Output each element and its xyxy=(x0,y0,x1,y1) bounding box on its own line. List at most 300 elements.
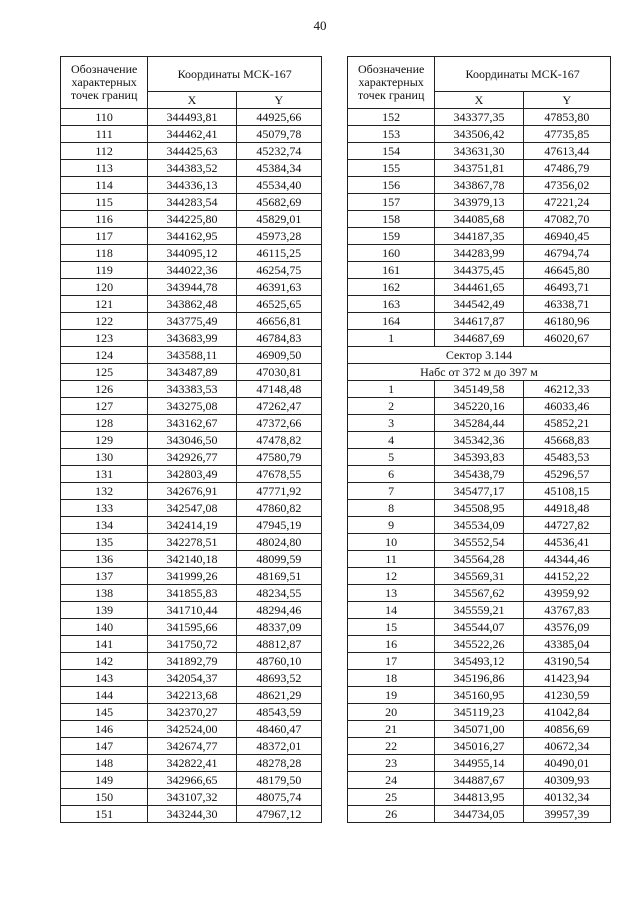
table-row xyxy=(61,330,322,347)
table-row xyxy=(348,568,611,585)
table-row xyxy=(348,619,611,636)
point-number: 112 xyxy=(61,143,148,160)
x-value: 345160,95 xyxy=(435,687,523,704)
y-value: 47372,66 xyxy=(236,415,321,432)
table-row xyxy=(348,551,611,568)
point-number: 1 xyxy=(348,330,435,347)
y-value: 41042,84 xyxy=(523,704,610,721)
point-number: 134 xyxy=(61,517,148,534)
y-value: 47678,55 xyxy=(236,466,321,483)
x-value: 341855,83 xyxy=(148,585,236,602)
table-row xyxy=(348,636,611,653)
x-value: 342524,00 xyxy=(148,721,236,738)
table-row xyxy=(61,653,322,670)
x-value: 344383,52 xyxy=(148,160,236,177)
x-value: 343944,78 xyxy=(148,279,236,296)
y-value: 48179,50 xyxy=(236,772,321,789)
y-value: 43576,09 xyxy=(523,619,610,636)
point-number: 160 xyxy=(348,245,435,262)
y-value: 48075,74 xyxy=(236,789,321,806)
point-number: 20 xyxy=(348,704,435,721)
x-value: 342803,49 xyxy=(148,466,236,483)
x-value: 344336,13 xyxy=(148,177,236,194)
y-value: 48234,55 xyxy=(236,585,321,602)
point-number: 145 xyxy=(61,704,148,721)
y-value: 46525,65 xyxy=(236,296,321,313)
point-number: 26 xyxy=(348,806,435,823)
point-number: 23 xyxy=(348,755,435,772)
point-number: 12 xyxy=(348,568,435,585)
x-value: 343487,89 xyxy=(148,364,236,381)
y-value: 45384,34 xyxy=(236,160,321,177)
x-value: 341595,66 xyxy=(148,619,236,636)
x-value: 343775,49 xyxy=(148,313,236,330)
table-row xyxy=(61,517,322,534)
point-number: 4 xyxy=(348,432,435,449)
table-row xyxy=(61,415,322,432)
header-y: Y xyxy=(523,92,610,109)
point-number: 15 xyxy=(348,619,435,636)
point-number: 22 xyxy=(348,738,435,755)
x-value: 343867,78 xyxy=(435,177,523,194)
x-value: 343862,48 xyxy=(148,296,236,313)
y-value: 43190,54 xyxy=(523,653,610,670)
y-value: 45079,78 xyxy=(236,126,321,143)
y-value: 41423,94 xyxy=(523,670,610,687)
point-number: 16 xyxy=(348,636,435,653)
point-number: 25 xyxy=(348,789,435,806)
table-row xyxy=(348,806,611,823)
table-row xyxy=(348,330,611,347)
point-number: 141 xyxy=(61,636,148,653)
header-points-label: Обозначение характерных точек границ xyxy=(348,57,435,109)
x-value: 345493,12 xyxy=(435,653,523,670)
x-value: 345016,27 xyxy=(435,738,523,755)
y-value: 47945,19 xyxy=(236,517,321,534)
y-value: 40672,34 xyxy=(523,738,610,755)
y-value: 47967,12 xyxy=(236,806,321,823)
x-value: 344955,14 xyxy=(435,755,523,772)
x-value: 344022,36 xyxy=(148,262,236,279)
point-number: 7 xyxy=(348,483,435,500)
table-row xyxy=(348,245,611,262)
y-value: 44152,22 xyxy=(523,568,610,585)
y-value: 45108,15 xyxy=(523,483,610,500)
table-row xyxy=(61,704,322,721)
x-value: 342674,77 xyxy=(148,738,236,755)
point-number: 143 xyxy=(61,670,148,687)
x-value: 343377,35 xyxy=(435,109,523,126)
table-row xyxy=(348,687,611,704)
y-value: 47613,44 xyxy=(523,143,610,160)
table-row xyxy=(61,228,322,245)
y-value: 45296,57 xyxy=(523,466,610,483)
x-value: 343751,81 xyxy=(435,160,523,177)
x-value: 345284,44 xyxy=(435,415,523,432)
table-row xyxy=(61,670,322,687)
x-value: 343383,53 xyxy=(148,381,236,398)
point-number: 163 xyxy=(348,296,435,313)
table-row xyxy=(61,602,322,619)
point-number: 142 xyxy=(61,653,148,670)
table-row xyxy=(348,296,611,313)
y-value: 47030,81 xyxy=(236,364,321,381)
point-number: 132 xyxy=(61,483,148,500)
table-row xyxy=(348,160,611,177)
x-value: 344461,65 xyxy=(435,279,523,296)
point-number: 128 xyxy=(61,415,148,432)
point-number: 13 xyxy=(348,585,435,602)
y-value: 46020,67 xyxy=(523,330,610,347)
point-number: 133 xyxy=(61,500,148,517)
point-number: 149 xyxy=(61,772,148,789)
table-row xyxy=(348,381,611,398)
point-number: 146 xyxy=(61,721,148,738)
x-value: 342054,37 xyxy=(148,670,236,687)
x-value: 345567,62 xyxy=(435,585,523,602)
table-body-right-top xyxy=(348,109,611,347)
table-body-right-bottom xyxy=(348,381,611,823)
sector-title: Сектор 3.144 xyxy=(348,347,611,364)
table-row xyxy=(61,313,322,330)
table-row xyxy=(61,160,322,177)
point-number: 111 xyxy=(61,126,148,143)
x-value: 343683,99 xyxy=(148,330,236,347)
header-coordinates-system: Координаты МСК-167 xyxy=(148,57,322,92)
point-number: 123 xyxy=(61,330,148,347)
y-value: 46794,74 xyxy=(523,245,610,262)
y-value: 47478,82 xyxy=(236,432,321,449)
point-number: 161 xyxy=(348,262,435,279)
table-row xyxy=(348,466,611,483)
point-number: 164 xyxy=(348,313,435,330)
point-number: 118 xyxy=(61,245,148,262)
y-value: 41230,59 xyxy=(523,687,610,704)
point-number: 125 xyxy=(61,364,148,381)
table-row xyxy=(61,772,322,789)
x-value: 342140,18 xyxy=(148,551,236,568)
point-number: 24 xyxy=(348,772,435,789)
table-row xyxy=(348,500,611,517)
y-value: 47262,47 xyxy=(236,398,321,415)
y-value: 46645,80 xyxy=(523,262,610,279)
x-value: 345564,28 xyxy=(435,551,523,568)
x-value: 344095,12 xyxy=(148,245,236,262)
point-number: 140 xyxy=(61,619,148,636)
x-value: 344687,69 xyxy=(435,330,523,347)
x-value: 343275,08 xyxy=(148,398,236,415)
x-value: 343244,30 xyxy=(148,806,236,823)
point-number: 159 xyxy=(348,228,435,245)
table-row xyxy=(348,483,611,500)
table-row xyxy=(348,194,611,211)
table-row xyxy=(348,517,611,534)
table-row xyxy=(348,738,611,755)
point-number: 121 xyxy=(61,296,148,313)
point-number: 144 xyxy=(61,687,148,704)
y-value: 48621,29 xyxy=(236,687,321,704)
x-value: 343162,67 xyxy=(148,415,236,432)
table-row xyxy=(61,126,322,143)
table-row xyxy=(348,313,611,330)
table-row xyxy=(348,126,611,143)
table-row xyxy=(348,653,611,670)
x-value: 345196,86 xyxy=(435,670,523,687)
point-number: 110 xyxy=(61,109,148,126)
table-row xyxy=(348,534,611,551)
table-row xyxy=(348,585,611,602)
y-value: 48372,01 xyxy=(236,738,321,755)
y-value: 47771,92 xyxy=(236,483,321,500)
point-number: 6 xyxy=(348,466,435,483)
y-value: 48693,52 xyxy=(236,670,321,687)
table-row xyxy=(348,109,611,126)
table-row xyxy=(348,432,611,449)
table-row xyxy=(61,466,322,483)
y-value: 44344,46 xyxy=(523,551,610,568)
table-row xyxy=(61,432,322,449)
y-value: 44727,82 xyxy=(523,517,610,534)
point-number: 152 xyxy=(348,109,435,126)
coordinates-table-left xyxy=(60,56,322,823)
table-row xyxy=(61,500,322,517)
page-number: 40 xyxy=(313,18,327,33)
y-value: 48024,80 xyxy=(236,534,321,551)
y-value: 45973,28 xyxy=(236,228,321,245)
y-value: 45483,53 xyxy=(523,449,610,466)
y-value: 46180,96 xyxy=(523,313,610,330)
point-number: 126 xyxy=(61,381,148,398)
y-value: 44536,41 xyxy=(523,534,610,551)
x-value: 343631,30 xyxy=(435,143,523,160)
x-value: 342213,68 xyxy=(148,687,236,704)
y-value: 47082,70 xyxy=(523,211,610,228)
table-row xyxy=(61,279,322,296)
point-number: 8 xyxy=(348,500,435,517)
y-value: 47486,79 xyxy=(523,160,610,177)
point-number: 11 xyxy=(348,551,435,568)
table-row xyxy=(348,721,611,738)
y-value: 46338,71 xyxy=(523,296,610,313)
point-number: 130 xyxy=(61,449,148,466)
y-value: 40856,69 xyxy=(523,721,610,738)
point-number: 119 xyxy=(61,262,148,279)
x-value: 344425,63 xyxy=(148,143,236,160)
table-row xyxy=(61,551,322,568)
x-value: 343588,11 xyxy=(148,347,236,364)
x-value: 341710,44 xyxy=(148,602,236,619)
x-value: 345569,31 xyxy=(435,568,523,585)
x-value: 344617,87 xyxy=(435,313,523,330)
table-row xyxy=(61,177,322,194)
table-row xyxy=(348,279,611,296)
table-row xyxy=(348,755,611,772)
x-value: 341750,72 xyxy=(148,636,236,653)
point-number: 113 xyxy=(61,160,148,177)
y-value: 47860,82 xyxy=(236,500,321,517)
y-value: 48294,46 xyxy=(236,602,321,619)
x-value: 342370,27 xyxy=(148,704,236,721)
y-value: 47356,02 xyxy=(523,177,610,194)
x-value: 342822,41 xyxy=(148,755,236,772)
table-row xyxy=(61,619,322,636)
y-value: 45232,74 xyxy=(236,143,321,160)
table-row xyxy=(61,347,322,364)
x-value: 345149,58 xyxy=(435,381,523,398)
y-value: 40490,01 xyxy=(523,755,610,772)
point-number: 1 xyxy=(348,381,435,398)
x-value: 343979,13 xyxy=(435,194,523,211)
x-value: 343046,50 xyxy=(148,432,236,449)
point-number: 162 xyxy=(348,279,435,296)
x-value: 345508,95 xyxy=(435,500,523,517)
table-row xyxy=(61,211,322,228)
y-value: 48460,47 xyxy=(236,721,321,738)
x-value: 344162,95 xyxy=(148,228,236,245)
y-value: 43767,83 xyxy=(523,602,610,619)
point-number: 18 xyxy=(348,670,435,687)
table-row xyxy=(348,262,611,279)
y-value: 45682,69 xyxy=(236,194,321,211)
table-row xyxy=(348,211,611,228)
point-number: 116 xyxy=(61,211,148,228)
y-value: 47221,24 xyxy=(523,194,610,211)
header-x: X xyxy=(435,92,523,109)
y-value: 43959,92 xyxy=(523,585,610,602)
point-number: 14 xyxy=(348,602,435,619)
x-value: 344493,81 xyxy=(148,109,236,126)
y-value: 47148,48 xyxy=(236,381,321,398)
point-number: 2 xyxy=(348,398,435,415)
table-row xyxy=(61,585,322,602)
x-value: 342676,91 xyxy=(148,483,236,500)
table-row xyxy=(348,772,611,789)
point-number: 156 xyxy=(348,177,435,194)
y-value: 45668,83 xyxy=(523,432,610,449)
x-value: 344542,49 xyxy=(435,296,523,313)
x-value: 345220,16 xyxy=(435,398,523,415)
y-value: 46254,75 xyxy=(236,262,321,279)
x-value: 345477,17 xyxy=(435,483,523,500)
x-value: 345119,23 xyxy=(435,704,523,721)
y-value: 47853,80 xyxy=(523,109,610,126)
table-row xyxy=(348,143,611,160)
x-value: 345438,79 xyxy=(435,466,523,483)
header-y: Y xyxy=(236,92,321,109)
table-row xyxy=(348,398,611,415)
point-number: 117 xyxy=(61,228,148,245)
x-value: 344813,95 xyxy=(435,789,523,806)
y-value: 46493,71 xyxy=(523,279,610,296)
y-value: 46115,25 xyxy=(236,245,321,262)
y-value: 48099,59 xyxy=(236,551,321,568)
table-body-left xyxy=(61,109,322,823)
point-number: 124 xyxy=(61,347,148,364)
point-number: 137 xyxy=(61,568,148,585)
x-value: 344734,05 xyxy=(435,806,523,823)
point-number: 5 xyxy=(348,449,435,466)
point-number: 138 xyxy=(61,585,148,602)
table-row xyxy=(61,364,322,381)
table-row xyxy=(61,687,322,704)
x-value: 342966,65 xyxy=(148,772,236,789)
table-row xyxy=(61,568,322,585)
x-value: 342278,51 xyxy=(148,534,236,551)
x-value: 345522,26 xyxy=(435,636,523,653)
table-row xyxy=(61,262,322,279)
point-number: 150 xyxy=(61,789,148,806)
y-value: 46212,33 xyxy=(523,381,610,398)
point-number: 139 xyxy=(61,602,148,619)
point-number: 153 xyxy=(348,126,435,143)
table-row xyxy=(61,789,322,806)
x-value: 344887,67 xyxy=(435,772,523,789)
point-number: 114 xyxy=(61,177,148,194)
point-number: 136 xyxy=(61,551,148,568)
x-value: 345552,54 xyxy=(435,534,523,551)
point-number: 127 xyxy=(61,398,148,415)
x-value: 344283,54 xyxy=(148,194,236,211)
x-value: 341999,26 xyxy=(148,568,236,585)
table-row xyxy=(348,449,611,466)
point-number: 10 xyxy=(348,534,435,551)
y-value: 46033,46 xyxy=(523,398,610,415)
y-value: 47735,85 xyxy=(523,126,610,143)
table-row xyxy=(348,177,611,194)
point-number: 131 xyxy=(61,466,148,483)
table-row xyxy=(61,109,322,126)
y-value: 48760,10 xyxy=(236,653,321,670)
x-value: 345544,07 xyxy=(435,619,523,636)
y-value: 48169,51 xyxy=(236,568,321,585)
table-row xyxy=(348,704,611,721)
x-value: 345559,21 xyxy=(435,602,523,619)
y-value: 45829,01 xyxy=(236,211,321,228)
point-number: 122 xyxy=(61,313,148,330)
table-row xyxy=(61,636,322,653)
table-row xyxy=(348,789,611,806)
point-number: 151 xyxy=(61,806,148,823)
point-number: 135 xyxy=(61,534,148,551)
point-number: 157 xyxy=(348,194,435,211)
x-value: 342926,77 xyxy=(148,449,236,466)
y-value: 46391,63 xyxy=(236,279,321,296)
header-points-label: Обозначение характерных точек границ xyxy=(61,57,148,109)
x-value: 344283,99 xyxy=(435,245,523,262)
x-value: 344225,80 xyxy=(148,211,236,228)
table-row xyxy=(61,483,322,500)
y-value: 47580,79 xyxy=(236,449,321,466)
y-value: 45534,40 xyxy=(236,177,321,194)
table-row xyxy=(348,228,611,245)
x-value: 343506,42 xyxy=(435,126,523,143)
y-value: 39957,39 xyxy=(523,806,610,823)
table-row xyxy=(348,670,611,687)
y-value: 44918,48 xyxy=(523,500,610,517)
x-value: 345534,09 xyxy=(435,517,523,534)
point-number: 148 xyxy=(61,755,148,772)
point-number: 129 xyxy=(61,432,148,449)
sector-height-range: Набс от 372 м до 397 м xyxy=(348,364,611,381)
point-number: 9 xyxy=(348,517,435,534)
y-value: 48278,28 xyxy=(236,755,321,772)
y-value: 46656,81 xyxy=(236,313,321,330)
table-row xyxy=(61,296,322,313)
table-row xyxy=(61,381,322,398)
point-number: 158 xyxy=(348,211,435,228)
point-number: 19 xyxy=(348,687,435,704)
y-value: 48812,87 xyxy=(236,636,321,653)
